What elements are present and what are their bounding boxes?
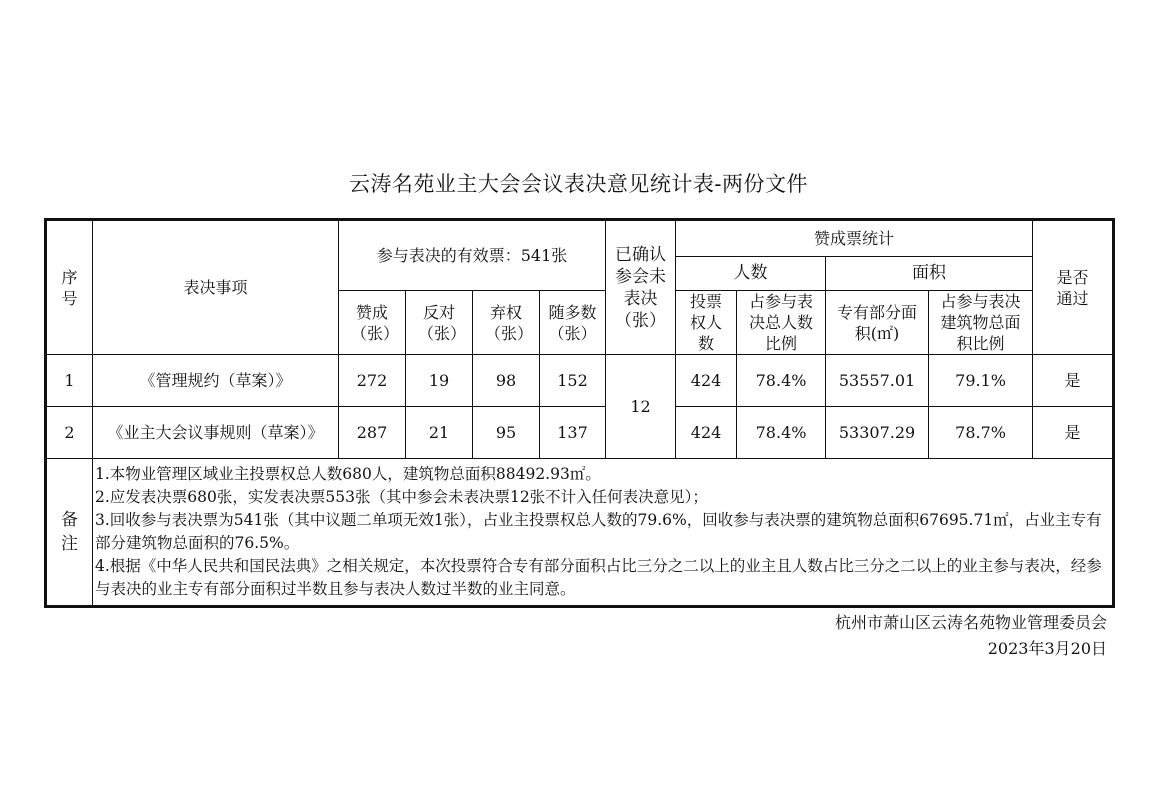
header-vote-persons: 投票权人数 [676, 291, 737, 355]
row-approve: 272 [339, 355, 406, 407]
note-item: 1.本物业管理区域业主投票权总人数680人，建筑物总面积88492.93㎡。 [95, 465, 601, 483]
page-title: 云涛名苑业主大会会议表决意见统计表-两份文件 [348, 172, 809, 196]
confirmed-absent-value: 12 [606, 355, 676, 459]
row-seq: 2 [46, 407, 93, 459]
signature-block [835, 610, 1107, 662]
row-abstain: 95 [473, 407, 540, 459]
notes-block [93, 459, 1114, 607]
note-item: 4.根据《中华人民共和国民法典》之相关规定，本次投票符合专有部分面积占比三分之二以上的业主且人数占比三分之二以上的业主参与表决，经参与表决的业主专有部分面积过半数且参与表决人数过半数的业主同意。 [95, 557, 1102, 598]
header-person-ratio: 占参与表决总人数比例 [737, 291, 826, 355]
row-vote-persons: 424 [676, 355, 737, 407]
row-item: 《业主大会议事规则（草案）》 [93, 407, 339, 459]
header-seq: 序号 [46, 220, 93, 355]
signature-org: 杭州市萧山区云涛名苑物业管理委员会 [834, 613, 1107, 632]
signature-date: 2023年3月20日 [987, 639, 1107, 658]
header-area-ratio: 占参与表决建筑物总面积比例 [929, 291, 1033, 355]
row-abstain: 98 [473, 355, 540, 407]
row-person-ratio: 78.4% [737, 355, 826, 407]
row-follow: 137 [540, 407, 606, 459]
row-person-ratio: 78.4% [737, 407, 826, 459]
row-item: 《管理规约（草案）》 [93, 355, 339, 407]
row-passed: 是 [1033, 407, 1114, 459]
header-valid-votes: 参与表决的有效票：541张 [339, 220, 606, 291]
header-approve: 赞成（张） [339, 291, 406, 355]
row-passed: 是 [1033, 355, 1114, 407]
row-area-ratio: 78.7% [929, 407, 1033, 459]
row-follow: 152 [540, 355, 606, 407]
note-item: 2.应发表决票680张，实发表决票553张（其中参会未表决票12张不计入任何表决意见）； [95, 488, 708, 506]
header-passed: 是否通过 [1033, 220, 1114, 355]
header-confirmed-absent: 已确认参会未表决（张） [606, 220, 676, 355]
row-oppose: 19 [406, 355, 473, 407]
header-area: 面积 [826, 257, 1033, 291]
table-row [46, 355, 1114, 407]
table-row [46, 407, 1114, 459]
notes-label: 备注 [46, 459, 93, 607]
header-follow-majority: 随多数（张） [540, 291, 606, 355]
row-area-ratio: 79.1% [929, 355, 1033, 407]
header-item: 表决事项 [93, 220, 339, 355]
header-oppose: 反对（张） [406, 291, 473, 355]
header-approve-stats: 赞成票统计 [676, 220, 1033, 257]
row-approve: 287 [339, 407, 406, 459]
vote-statistics-table [44, 218, 1115, 608]
header-exclusive-area: 专有部分面积(㎡) [826, 291, 929, 355]
row-area: 53557.01 [826, 355, 929, 407]
row-oppose: 21 [406, 407, 473, 459]
header-persons: 人数 [676, 257, 826, 291]
row-area: 53307.29 [826, 407, 929, 459]
header-abstain: 弃权（张） [473, 291, 540, 355]
row-seq: 1 [46, 355, 93, 407]
row-vote-persons: 424 [676, 407, 737, 459]
note-item: 3.回收参与表决票为541张（其中议题二单项无效1张），占业主投票权总人数的79.6%，回收参与表决票的建筑物总面积67695.71㎡，占业主专有部分建筑物总面积的76.5%。 [95, 511, 1102, 552]
